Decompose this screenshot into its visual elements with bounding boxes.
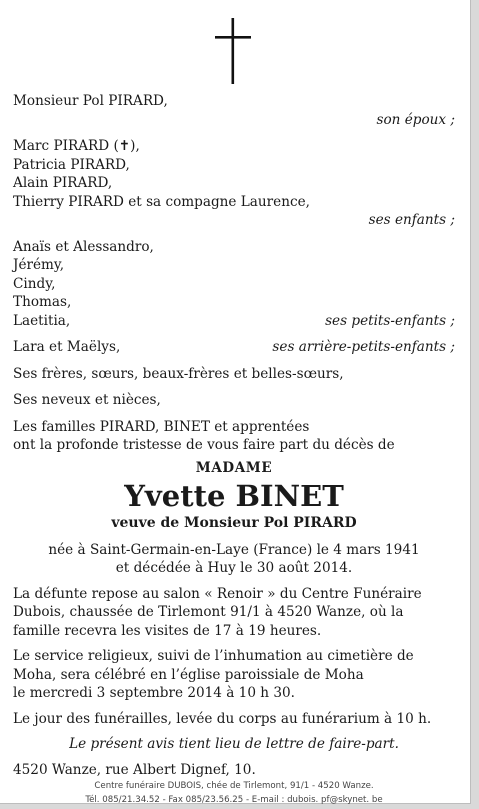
service-paragraph — [13, 647, 455, 703]
grandchild-line: Anaïs et Alessandro, — [13, 238, 154, 255]
service-line: Le service religieux, suivi de l’inhumation au cimetière de — [13, 648, 414, 664]
repose-line: famille recevra les visites de 17 à 19 heures. — [13, 622, 322, 639]
great-grandchild-line: Lara et Maëlys, — [13, 339, 121, 355]
widow-of-line: veuve de Monsieur Pol PIRARD — [111, 515, 357, 531]
siblings-line: Ses frères, sœurs, beaux-frères et belles-sœurs, — [13, 365, 344, 382]
grandchild-line: Thomas, — [13, 294, 72, 310]
cross-icon — [215, 18, 251, 84]
deceased-title: MADAME — [195, 459, 273, 476]
grandchild-line: Cindy, — [13, 275, 56, 292]
deceased-name: Yvette BINET — [124, 479, 344, 513]
death-line: et décédée à Huy le 30 août 2014. — [115, 560, 353, 576]
grandchild-line: Jérémy, — [13, 257, 65, 273]
child-line: Patricia PIRARD, — [13, 156, 130, 173]
service-line: Moha, sera célébré en l’église paroissiale de Moha — [13, 666, 364, 683]
child-line: Marc PIRARD (✝), — [13, 138, 140, 154]
address-line: 4520 Wanze, rue Albert Dignef, 10. — [13, 761, 256, 778]
children-role: ses enfants ; — [368, 212, 455, 228]
nephews-line: Ses neveux et nièces, — [13, 392, 161, 408]
grandchildren-role: ses petits-enfants ; — [325, 312, 455, 329]
repose-line: La défunte repose au salon « Renoir » du Centre Funéraire — [13, 585, 422, 602]
grandchildren-block — [13, 238, 455, 331]
husband-role: son époux ; — [376, 111, 455, 128]
notice-line: Le présent avis tient lieu de lettre de faire-part. — [69, 736, 399, 752]
funeral-home-footer — [13, 780, 455, 807]
husband-line: Monsieur Pol PIRARD, — [13, 93, 168, 109]
child-line: Alain PIRARD, — [13, 175, 113, 191]
great-grandchildren-row — [13, 338, 455, 357]
announcement-line: ont la profonde tristesse de vous faire part du décès de — [13, 437, 395, 453]
great-grandchildren-role: ses arrière-petits-enfants ; — [272, 339, 455, 355]
footer-address: Centre funéraire DUBOIS, chée de Tirlemont, 91/1 - 4520 Wanze. — [94, 781, 374, 791]
repose-line: Dubois, chaussée de Tirlemont 91/1 à 4520 Wanze, où la — [13, 604, 404, 620]
grandchildren-last-row — [13, 312, 455, 331]
child-line: Thierry PIRARD et sa compagne Laurence, — [13, 193, 310, 210]
service-line: le mercredi 3 septembre 2014 à 10 h 30. — [13, 685, 295, 701]
grandchild-line: Laetitia, — [13, 312, 71, 329]
funeral-day-line: Le jour des funérailles, levée du corps au funérarium à 10 h. — [13, 710, 432, 727]
repose-paragraph — [13, 585, 455, 641]
birth-line: née à Saint-Germain-en-Laye (France) le 4 mars 1941 — [48, 541, 420, 558]
footer-contact: Tél. 085/21.34.52 - Fax 085/23.56.25 - E-mail : dubois. pf@skynet. be — [85, 794, 383, 805]
obituary-text — [13, 92, 455, 807]
children-block — [13, 137, 455, 230]
families-line: Les familles PIRARD, BINET et apprentées — [13, 418, 310, 435]
